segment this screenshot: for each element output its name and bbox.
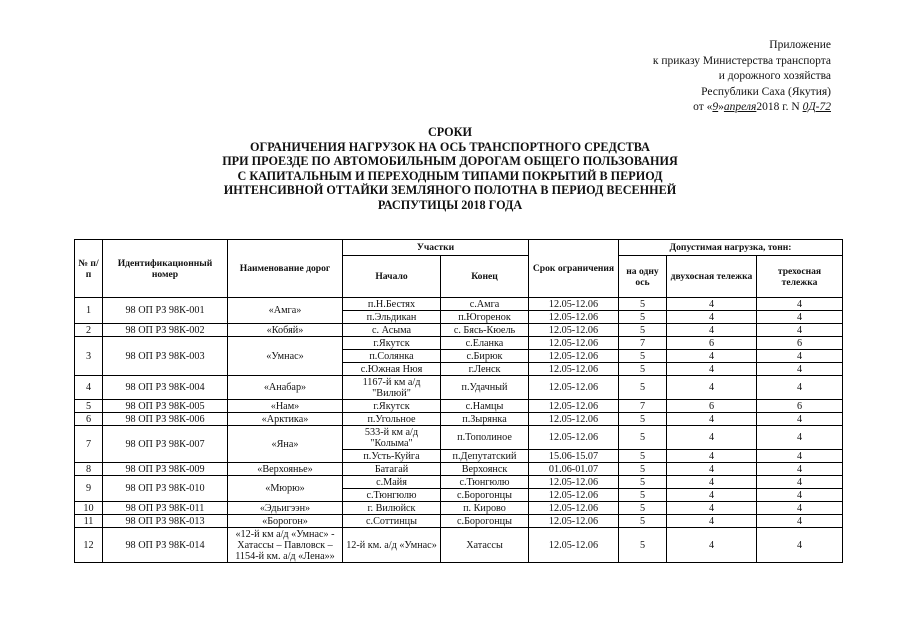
cell-num: 9 (75, 476, 103, 502)
cell-load-dual: 4 (667, 298, 757, 311)
cell-id: 98 ОП РЗ 98К-013 (103, 515, 228, 528)
cell-id: 98 ОП РЗ 98К-001 (103, 298, 228, 324)
date-year: 2018 г. N (756, 101, 803, 113)
document-title (120, 125, 780, 212)
cell-end: п.Депутатский (441, 450, 529, 463)
appendix-line: Приложение (769, 39, 831, 51)
table-row (75, 463, 843, 476)
cell-load-triple: 4 (757, 463, 843, 476)
cell-term: 15.06-15.07 (529, 450, 619, 463)
cell-load-triple: 4 (757, 413, 843, 426)
date-day: 9 (712, 101, 719, 113)
cell-start: с.Майя (343, 476, 441, 489)
cell-term: 12.05-12.06 (529, 350, 619, 363)
table-row (75, 324, 843, 337)
cell-load-triple: 4 (757, 426, 843, 450)
appendix-line: к приказу Министерства транспорта (652, 54, 831, 67)
cell-load-dual: 6 (667, 400, 757, 413)
cell-term: 12.05-12.06 (529, 515, 619, 528)
cell-term: 12.05-12.06 (529, 400, 619, 413)
cell-load-triple: 4 (757, 476, 843, 489)
cell-id: 98 ОП РЗ 98К-014 (103, 528, 228, 563)
cell-load-triple: 4 (757, 363, 843, 376)
date-mid: » (718, 101, 724, 113)
cell-term: 01.06-01.07 (529, 463, 619, 476)
cell-load-dual: 4 (667, 515, 757, 528)
cell-end: Хатассы (441, 528, 529, 563)
cell-load-triple: 4 (757, 324, 843, 337)
table-row (75, 426, 843, 450)
title-line: С КАПИТАЛЬНЫМ И ПЕРЕХОДНЫМ ТИПАМИ ПОКРЫТИЙ В ПЕРИОД (237, 168, 663, 183)
cell-road-name: «Умнас» (228, 337, 343, 376)
cell-load-dual: 4 (667, 528, 757, 563)
cell-term: 12.05-12.06 (529, 528, 619, 563)
cell-term: 12.05-12.06 (529, 324, 619, 337)
cell-load-single: 5 (619, 489, 667, 502)
cell-end: с.Борогонцы (441, 489, 529, 502)
restrictions-table (74, 239, 843, 563)
cell-load-dual: 4 (667, 311, 757, 324)
cell-load-triple: 6 (757, 400, 843, 413)
cell-end: с.Еланка (441, 337, 529, 350)
cell-start: г.Якутск (343, 337, 441, 350)
cell-load-dual: 4 (667, 502, 757, 515)
cell-start: с.Южная Нюя (343, 363, 441, 376)
cell-term: 12.05-12.06 (529, 489, 619, 502)
header-name: Наименование дорог (228, 240, 343, 298)
cell-id: 98 ОП РЗ 98К-002 (103, 324, 228, 337)
cell-load-single: 7 (619, 400, 667, 413)
cell-load-triple: 4 (757, 450, 843, 463)
cell-end: с.Бирюк (441, 350, 529, 363)
cell-load-dual: 4 (667, 324, 757, 337)
cell-road-name: «Мюрю» (228, 476, 343, 502)
appendix-date-line (653, 100, 831, 116)
cell-load-dual: 4 (667, 376, 757, 400)
cell-start: 1167-й км а/д "Вилюй" (343, 376, 441, 400)
title-line: ИНТЕНСИВНОЙ ОТТАЙКИ ЗЕМЛЯНОГО ПОЛОТНА В ПЕРИОД ВЕСЕННЕЙ (223, 183, 677, 197)
cell-num: 4 (75, 376, 103, 400)
order-number: 0Д-72 (802, 101, 831, 113)
appendix-line: Республики Саха (Якутия) (701, 85, 831, 98)
cell-term: 12.05-12.06 (529, 413, 619, 426)
cell-load-single: 5 (619, 426, 667, 450)
cell-load-single: 5 (619, 528, 667, 563)
cell-load-single: 7 (619, 337, 667, 350)
cell-id: 98 ОП РЗ 98К-006 (103, 413, 228, 426)
header-end: Конец (441, 256, 529, 298)
cell-term: 12.05-12.06 (529, 311, 619, 324)
cell-num: 8 (75, 463, 103, 476)
header-num: № п/п (75, 240, 103, 298)
header-single-axle: на одну ось (619, 256, 667, 298)
cell-start: п.Усть-Куйга (343, 450, 441, 463)
cell-term: 12.05-12.06 (529, 376, 619, 400)
cell-start: Батагай (343, 463, 441, 476)
table-row (75, 476, 843, 489)
cell-start: г.Якутск (343, 400, 441, 413)
table-row (75, 515, 843, 528)
cell-term: 12.05-12.06 (529, 426, 619, 450)
cell-end: с.Амга (441, 298, 529, 311)
cell-load-single: 5 (619, 515, 667, 528)
cell-start: с.Тюнгюлю (343, 489, 441, 502)
cell-id: 98 ОП РЗ 98К-011 (103, 502, 228, 515)
cell-end: п.Тополиное (441, 426, 529, 450)
header-triple-axle: трехосная тележка (757, 256, 843, 298)
cell-end: п.Югоренок (441, 311, 529, 324)
cell-num: 10 (75, 502, 103, 515)
cell-start: с. Асыма (343, 324, 441, 337)
header-start: Начало (343, 256, 441, 298)
header-term: Срок ограничения (529, 240, 619, 298)
cell-id: 98 ОП РЗ 98К-004 (103, 376, 228, 400)
title-line: СРОКИ (428, 125, 472, 139)
cell-load-single: 5 (619, 363, 667, 376)
cell-term: 12.05-12.06 (529, 337, 619, 350)
cell-load-dual: 4 (667, 463, 757, 476)
cell-end: п.Удачный (441, 376, 529, 400)
cell-start: г. Вилюйск (343, 502, 441, 515)
cell-load-triple: 4 (757, 298, 843, 311)
cell-num: 11 (75, 515, 103, 528)
cell-road-name: «12-й км а/д «Умнас» - Хатассы – Павловск – 1154-й км. а/д «Лена»» (228, 528, 343, 563)
cell-id: 98 ОП РЗ 98К-009 (103, 463, 228, 476)
cell-end: с.Намцы (441, 400, 529, 413)
date-prefix: от « (693, 101, 713, 113)
cell-start: п.Угольное (343, 413, 441, 426)
cell-road-name: «Арктика» (228, 413, 343, 426)
cell-road-name: «Кобяй» (228, 324, 343, 337)
cell-num: 1 (75, 298, 103, 324)
cell-start: 533-й км а/д "Колыма" (343, 426, 441, 450)
cell-start: п.Н.Бестях (343, 298, 441, 311)
cell-load-triple: 4 (757, 502, 843, 515)
table-row (75, 413, 843, 426)
cell-term: 12.05-12.06 (529, 298, 619, 311)
cell-load-triple: 4 (757, 515, 843, 528)
cell-load-dual: 4 (667, 363, 757, 376)
cell-term: 12.05-12.06 (529, 363, 619, 376)
cell-id: 98 ОП РЗ 98К-007 (103, 426, 228, 463)
cell-load-single: 5 (619, 298, 667, 311)
cell-term: 12.05-12.06 (529, 476, 619, 489)
cell-id: 98 ОП РЗ 98К-005 (103, 400, 228, 413)
cell-road-name: «Анабар» (228, 376, 343, 400)
cell-road-name: «Верхоянье» (228, 463, 343, 476)
cell-end: Верхоянск (441, 463, 529, 476)
cell-load-triple: 6 (757, 337, 843, 350)
cell-num: 3 (75, 337, 103, 376)
appendix-block (653, 38, 831, 116)
cell-end: г.Ленск (441, 363, 529, 376)
cell-road-name: «Нам» (228, 400, 343, 413)
table-row (75, 298, 843, 311)
cell-end: п. Кирово (441, 502, 529, 515)
cell-load-single: 5 (619, 413, 667, 426)
cell-load-single: 5 (619, 350, 667, 363)
cell-load-triple: 4 (757, 376, 843, 400)
title-line: РАСПУТИЦЫ 2018 ГОДА (377, 197, 523, 212)
cell-load-triple: 4 (757, 489, 843, 502)
table-row (75, 376, 843, 400)
table-row (75, 528, 843, 563)
cell-load-single: 5 (619, 324, 667, 337)
cell-num: 12 (75, 528, 103, 563)
header-load: Допустимая нагрузка, тонн: (619, 240, 843, 256)
cell-start: п.Солянка (343, 350, 441, 363)
cell-num: 2 (75, 324, 103, 337)
cell-load-dual: 4 (667, 413, 757, 426)
cell-load-dual: 4 (667, 426, 757, 450)
cell-load-single: 5 (619, 450, 667, 463)
cell-load-triple: 4 (757, 311, 843, 324)
cell-load-dual: 4 (667, 476, 757, 489)
cell-id: 98 ОП РЗ 98К-010 (103, 476, 228, 502)
table-row (75, 502, 843, 515)
cell-load-single: 5 (619, 311, 667, 324)
cell-end: с.Тюнгюлю (441, 476, 529, 489)
cell-num: 7 (75, 426, 103, 463)
cell-load-dual: 4 (667, 489, 757, 502)
cell-end: с.Борогонцы (441, 515, 529, 528)
header-sections: Участки (343, 240, 529, 256)
cell-load-dual: 6 (667, 337, 757, 350)
cell-load-dual: 4 (667, 450, 757, 463)
date-month: апреля (723, 101, 757, 113)
cell-start: 12-й км. а/д «Умнас» (343, 528, 441, 563)
appendix-line: и дорожного хозяйства (718, 70, 831, 82)
header-dual-axle: двухосная тележка (667, 256, 757, 298)
cell-num: 5 (75, 400, 103, 413)
cell-term: 12.05-12.06 (529, 502, 619, 515)
cell-end: с. Бясь-Кюель (441, 324, 529, 337)
cell-load-triple: 4 (757, 528, 843, 563)
cell-load-dual: 4 (667, 350, 757, 363)
table-row (75, 400, 843, 413)
cell-start: п.Эльдикан (343, 311, 441, 324)
cell-load-single: 5 (619, 463, 667, 476)
header-id: Идентификационный номер (103, 240, 228, 298)
cell-road-name: «Борогон» (228, 515, 343, 528)
cell-start: с.Соттинцы (343, 515, 441, 528)
title-line: ПРИ ПРОЕЗДЕ ПО АВТОМОБИЛЬНЫМ ДОРОГАМ ОБЩЕГО ПОЛЬЗОВАНИЯ (222, 154, 678, 168)
cell-road-name: «Яна» (228, 426, 343, 463)
cell-road-name: «Эдьигээн» (228, 502, 343, 515)
cell-load-triple: 4 (757, 350, 843, 363)
cell-id: 98 ОП РЗ 98К-003 (103, 337, 228, 376)
cell-load-single: 5 (619, 502, 667, 515)
table-row (75, 337, 843, 350)
title-line: ОГРАНИЧЕНИЯ НАГРУЗОК НА ОСЬ ТРАНСПОРТНОГО СРЕДСТВА (250, 139, 650, 154)
cell-end: п.Зырянка (441, 413, 529, 426)
cell-load-single: 5 (619, 476, 667, 489)
cell-num: 6 (75, 413, 103, 426)
cell-road-name: «Амга» (228, 298, 343, 324)
cell-load-single: 5 (619, 376, 667, 400)
